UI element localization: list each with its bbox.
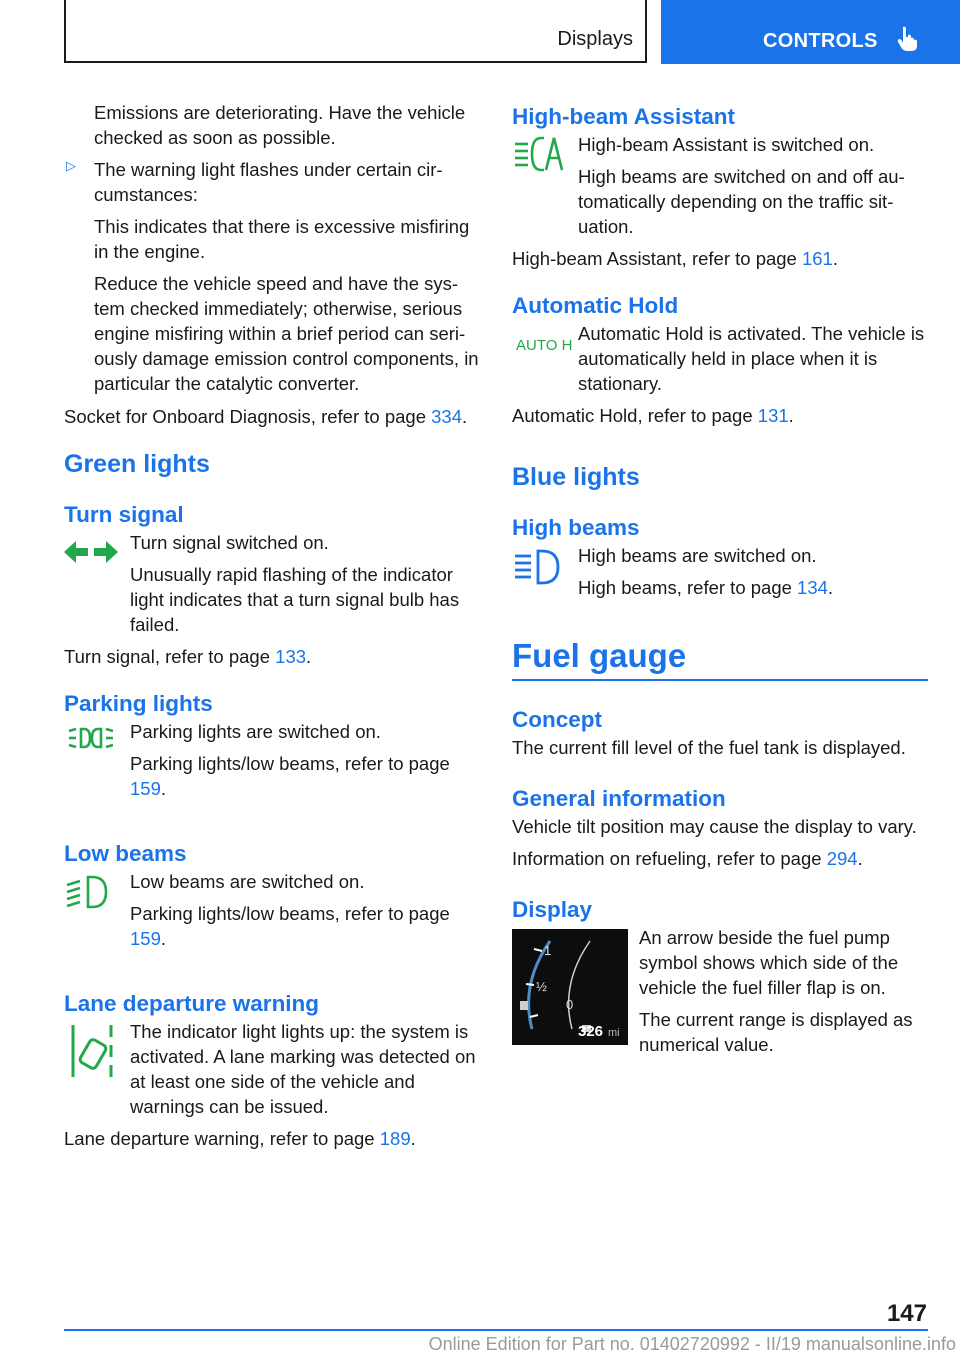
low-beams-period: . bbox=[160, 928, 167, 949]
bullet-line-3: Reduce the vehicle speed and have the sys‐ tem checked immediately; otherwise, serious engine misfiring within a brief period can seri‐ ously damage emission control components, in particular the catalytic converter. bbox=[94, 273, 479, 394]
gauge-range-value: 326 bbox=[578, 1023, 604, 1040]
low-beam-icon bbox=[66, 871, 110, 913]
general-info-text-1: Vehicle tilt position may cause the display to vary. bbox=[512, 816, 917, 837]
page-number: 147 bbox=[886, 1300, 927, 1327]
header-chapter-tab bbox=[661, 0, 960, 64]
high-beams-heading: High beams bbox=[512, 515, 640, 540]
lane-departure-page-link[interactable]: 189 bbox=[379, 1128, 411, 1149]
auto-hold-line-1: Automatic Hold is activated. The vehicle is automatically held in place when it is stationary. bbox=[578, 323, 925, 394]
hba-block bbox=[512, 132, 928, 239]
obd-period: . bbox=[462, 406, 468, 427]
lane-departure-block bbox=[64, 1019, 480, 1119]
green-lights-heading: Green lights bbox=[64, 450, 210, 478]
turn-signal-ref-text: Turn signal, refer to page bbox=[64, 646, 276, 667]
header-section-title: Displays bbox=[557, 28, 633, 50]
refueling-period: . bbox=[857, 848, 863, 869]
lane-departure-line-1: The indicator light lights up: the system is activated. A lane marking was detected on at least one side of the vehicle and warnings can be issued. bbox=[130, 1021, 476, 1117]
low-beams-page-link[interactable]: 159 bbox=[130, 928, 161, 949]
turn-signal-line-1: Turn signal switched on. bbox=[130, 532, 329, 553]
parking-lights-icon bbox=[68, 723, 114, 753]
concept-heading: Concept bbox=[512, 707, 602, 732]
auto-hold-period: . bbox=[788, 405, 794, 426]
high-beams-line-1: High beams are switched on. bbox=[578, 545, 817, 566]
hba-ref-text: High-beam Assistant, refer to page bbox=[512, 248, 802, 269]
turn-signal-reference bbox=[64, 644, 480, 669]
fuel-gauge-graphic bbox=[512, 929, 628, 1045]
blue-lights-heading: Blue lights bbox=[512, 463, 640, 491]
high-beam-assistant-icon bbox=[514, 134, 564, 174]
auto-hold-page-link[interactable]: 131 bbox=[757, 405, 789, 426]
turn-signal-page-link[interactable]: 133 bbox=[275, 646, 307, 667]
refueling-ref-text: Information on refueling, refer to page bbox=[512, 848, 827, 869]
turn-signal-arrows-icon bbox=[64, 539, 118, 565]
lane-departure-reference bbox=[64, 1126, 480, 1151]
fuel-gauge-heading: Fuel gauge bbox=[512, 637, 687, 674]
hba-line-1: High-beam Assistant is switched on. bbox=[578, 134, 875, 155]
auto-hold-icon: AUTO H bbox=[516, 337, 573, 354]
low-beams-line-2 bbox=[130, 901, 480, 951]
high-beams-block bbox=[512, 543, 928, 600]
bullet-line-1: The warning light flashes under certain cir‐ cumstances: bbox=[94, 159, 443, 205]
turn-signal-heading: Turn signal bbox=[64, 502, 184, 527]
header-chapter-title: CONTROLS bbox=[763, 30, 878, 52]
parking-lights-period: . bbox=[160, 778, 167, 799]
parking-lights-heading: Parking lights bbox=[64, 691, 213, 716]
header-section-box bbox=[64, 0, 647, 63]
high-beams-line-2 bbox=[578, 575, 928, 600]
hba-line-2: High beams are switched on and off au‐ tomatically depending on the traffic sit‐ uation. bbox=[578, 166, 905, 237]
auto-hold-heading: Automatic Hold bbox=[512, 293, 679, 318]
hba-page-link[interactable]: 161 bbox=[801, 248, 833, 269]
hba-period: . bbox=[832, 248, 838, 269]
turn-signal-line-2: Unusually rapid flashing of the indicator light indicates that a turn signal bulb has failed. bbox=[130, 564, 460, 635]
low-beams-block bbox=[64, 869, 480, 951]
display-block bbox=[512, 925, 928, 1057]
auto-hold-ref-text: Automatic Hold, refer to page bbox=[512, 405, 758, 426]
auto-hold-block bbox=[512, 321, 928, 396]
low-beams-ref-text: Parking lights/low beams, refer to page bbox=[130, 903, 450, 924]
lane-departure-ref-text: Lane departure warning, refer to page bbox=[64, 1128, 380, 1149]
hba-heading: High-beam Assistant bbox=[512, 104, 735, 129]
low-beams-heading: Low beams bbox=[64, 841, 187, 866]
high-beams-ref-text: High beams, refer to page bbox=[578, 577, 798, 598]
general-info-heading: General information bbox=[512, 786, 726, 811]
obd-text: Socket for Onboard Diagnosis, refer to page bbox=[64, 406, 432, 427]
refueling-page-link[interactable]: 294 bbox=[826, 848, 858, 869]
auto-hold-reference bbox=[512, 403, 928, 428]
low-beams-line-1: Low beams are switched on. bbox=[130, 871, 365, 892]
display-heading: Display bbox=[512, 897, 593, 922]
gauge-tick-top: 1 bbox=[544, 943, 552, 958]
lane-departure-icon bbox=[70, 1023, 114, 1079]
footer-rule bbox=[64, 1329, 928, 1331]
fuel-gauge-image bbox=[512, 929, 628, 1045]
parking-lights-page-link[interactable]: 159 bbox=[130, 778, 161, 799]
bullet-triangle-icon: ▷ bbox=[66, 158, 76, 173]
high-beams-period: . bbox=[827, 577, 834, 598]
left-column bbox=[64, 100, 480, 1151]
lane-departure-period: . bbox=[410, 1128, 416, 1149]
fuel-gauge-rule bbox=[512, 679, 928, 681]
parking-lights-ref-text: Parking lights/low beams, refer to page bbox=[130, 753, 450, 774]
footer-watermark: Online Edition for Part no. 01402720992 - II/19 manualsonline.info bbox=[428, 1334, 956, 1354]
obd-page-link[interactable]: 334 bbox=[431, 406, 462, 427]
gauge-tick-half: ½ bbox=[536, 979, 547, 994]
pointing-hand-icon bbox=[897, 26, 919, 52]
high-beam-icon bbox=[514, 547, 560, 587]
gauge-tick-zero: 0 bbox=[566, 997, 574, 1012]
intro-paragraph: Emissions are deteriorating. Have the vehicle checked as soon as possible. bbox=[94, 102, 466, 148]
lane-departure-heading: Lane departure warning bbox=[64, 991, 320, 1016]
turn-signal-period: . bbox=[306, 646, 312, 667]
parking-lights-line-2 bbox=[130, 751, 480, 801]
parking-lights-block bbox=[64, 719, 480, 801]
display-text-2: The current range is displayed as numerical value. bbox=[639, 1009, 913, 1055]
general-info-text-2 bbox=[512, 846, 928, 871]
right-column bbox=[512, 102, 928, 1057]
bullet-line-2: This indicates that there is excessive misfiring in the engine. bbox=[94, 216, 470, 262]
parking-lights-line-1: Parking lights are switched on. bbox=[130, 721, 381, 742]
obd-reference bbox=[64, 404, 480, 429]
high-beams-page-link[interactable]: 134 bbox=[797, 577, 828, 598]
concept-text: The current fill level of the fuel tank is displayed. bbox=[512, 737, 906, 758]
hba-reference bbox=[512, 246, 928, 271]
display-text-1: An arrow beside the fuel pump symbol shows which side of the vehicle the fuel filler flap is on. bbox=[639, 927, 899, 998]
turn-signal-block bbox=[64, 530, 480, 637]
misfire-bullet bbox=[64, 157, 480, 396]
gauge-range-unit: mi bbox=[608, 1027, 620, 1039]
